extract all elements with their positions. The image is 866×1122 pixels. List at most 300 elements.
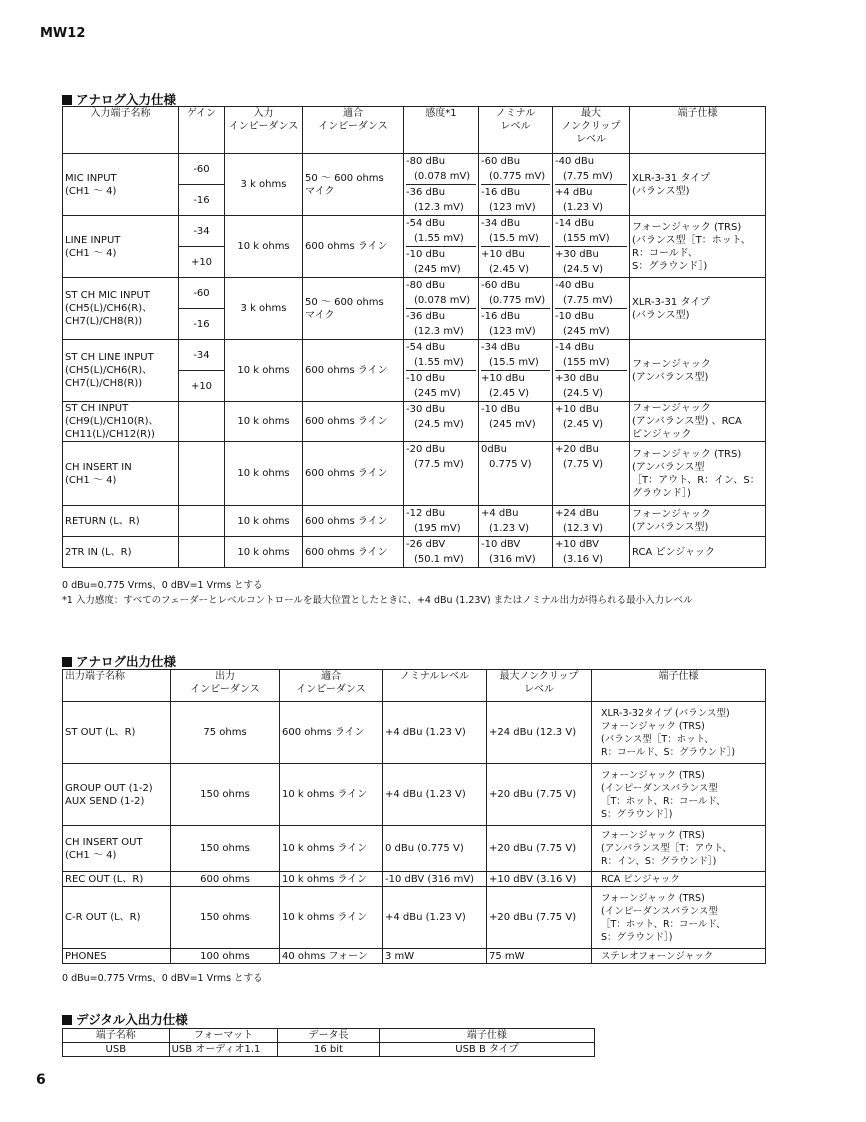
cell-line: -36 dBu xyxy=(406,311,446,322)
gain-value xyxy=(179,340,225,371)
cell-line: +4 dBu xyxy=(555,187,593,198)
cell-line: +30 dBu xyxy=(555,373,599,384)
max-nonclip-level xyxy=(487,764,592,826)
terminal-name xyxy=(63,442,179,506)
output-impedance xyxy=(171,887,280,949)
header-line: ノミナルレベル xyxy=(399,671,470,682)
section-title: デジタル入出力仕様 xyxy=(76,1012,188,1027)
cell-line: ステレオフォーンジャック xyxy=(601,950,714,962)
cell-line: 10 k ohms xyxy=(237,515,290,527)
input-impedance xyxy=(225,402,303,442)
cell-line: (155 mV) xyxy=(555,355,627,371)
column-header xyxy=(303,107,404,154)
cell-line: グラウンド］) xyxy=(632,487,691,499)
table-row xyxy=(63,340,766,371)
cell-line: 150 ohms xyxy=(200,912,250,923)
header-line: 端子仕様 xyxy=(658,671,699,682)
cell-line: 600 ohms ライン xyxy=(305,515,388,527)
cell-line: 600 ohms ライン xyxy=(305,468,388,479)
cell-line: R：イン、S：グラウンド］) xyxy=(601,856,717,867)
cell-line: フォーンジャック (TRS) xyxy=(601,769,705,781)
gain-value xyxy=(179,537,225,568)
header-line: 感度*1 xyxy=(425,108,457,119)
note-line: *1 入力感度：すべてのフェーダーとレベルコントロールを最大位置としたときに、+4 dBu (1.23V) またはノミナル出力が得られる最小入力レベル xyxy=(62,595,693,606)
connector-spec xyxy=(630,278,766,340)
cell-line: フォーンジャック (TRS) xyxy=(601,720,705,732)
nominal-level xyxy=(479,154,553,216)
cell-line: RCA ピンジャック xyxy=(632,546,716,558)
table-row xyxy=(63,702,766,764)
nominal-level xyxy=(479,442,553,506)
cell-line: (245 mV) xyxy=(414,264,461,275)
table-row xyxy=(63,949,766,964)
cell-line: (CH1 ～ 4) xyxy=(65,185,117,197)
table-row xyxy=(63,872,766,887)
cell-line: +10 dBV (3.16 V) xyxy=(489,873,577,885)
cell-line: (アンバランス型 xyxy=(632,461,705,473)
cell-line: (7.75 mV) xyxy=(555,293,627,309)
nominal-level xyxy=(383,872,487,887)
cell-line: (245 mV) xyxy=(414,388,461,399)
model-name: MW12 xyxy=(40,26,86,41)
cell-line: -10 dBu xyxy=(555,311,595,322)
cell: USB オーディオ1.1 xyxy=(169,1043,278,1057)
cell-line: -10 dBu xyxy=(481,404,521,415)
column-header xyxy=(487,670,592,702)
cell-line: 600 ohms ライン xyxy=(305,546,388,558)
header-line: 最大ノンクリップ xyxy=(499,671,579,682)
cell-line: 3 k ohms xyxy=(240,179,287,190)
cell-line: (24.5 V) xyxy=(563,388,604,399)
cell-line: (CH1 ～ 4) xyxy=(65,247,117,259)
nominal-level xyxy=(479,506,553,537)
cell-line: 600 ohms ライン xyxy=(282,727,365,738)
table-row xyxy=(63,402,766,442)
sensitivity xyxy=(404,340,479,402)
header-line: 端子仕様 xyxy=(677,108,718,119)
terminal-name xyxy=(63,887,171,949)
terminal-name xyxy=(63,154,179,216)
nominal-level xyxy=(383,764,487,826)
cell-line: 2TR IN (L、R) xyxy=(65,546,132,558)
cell-line: (CH5(L)/CH6(R)、 xyxy=(65,303,153,314)
header-line: 適合 xyxy=(343,108,363,119)
output-impedance xyxy=(171,764,280,826)
table-row xyxy=(63,278,766,309)
cell-line: -14 dBu xyxy=(555,218,595,229)
column-header: データ長 xyxy=(278,1029,380,1043)
cell-line: (CH1 ～ 4) xyxy=(65,474,117,486)
cell-line: (バランス型［T：ホット、 xyxy=(601,733,714,745)
cell-line: (1.23 V) xyxy=(563,202,604,213)
output-note: 0 dBu=0.775 Vrms、0 dBV=1 Vrms とする xyxy=(62,973,263,984)
table-row xyxy=(63,506,766,537)
cell-line: -60 dBu xyxy=(481,280,521,291)
cell-line: 50 ～ 600 ohms xyxy=(305,296,384,308)
terminal-name xyxy=(63,402,179,442)
square-bullet-icon xyxy=(62,657,72,667)
cell-line: 150 ohms xyxy=(200,789,250,800)
matched-impedance xyxy=(303,278,404,340)
connector-spec xyxy=(630,154,766,216)
cell-line: -40 dBu xyxy=(555,156,595,167)
terminal-name xyxy=(63,702,171,764)
cell-line: (0.775 mV) xyxy=(481,293,550,309)
cell-line: 3 k ohms xyxy=(240,303,287,314)
cell-line: S：グラウンド］) xyxy=(632,260,708,272)
matched-impedance xyxy=(303,506,404,537)
column-header xyxy=(179,107,225,154)
sensitivity xyxy=(404,216,479,278)
cell-line: +4 dBu (1.23 V) xyxy=(385,912,466,923)
cell-line: (1.55 mV) xyxy=(406,231,476,247)
max-nonclip-level xyxy=(553,216,630,278)
cell-line: +4 dBu (1.23 V) xyxy=(385,789,466,800)
connector-spec xyxy=(592,826,766,872)
max-nonclip-level xyxy=(553,340,630,402)
sensitivity xyxy=(404,506,479,537)
digital-io-heading xyxy=(62,1010,188,1028)
matched-impedance xyxy=(303,442,404,506)
nominal-level xyxy=(479,537,553,568)
max-nonclip-level xyxy=(487,826,592,872)
cell-line: -34 xyxy=(193,349,210,361)
cell-line: ［T：アウト、R：イン、S： xyxy=(632,474,760,486)
cell-line: +20 dBu (7.75 V) xyxy=(489,912,577,923)
cell-line: フォーンジャック (TRS) xyxy=(601,892,705,904)
connector-spec xyxy=(592,887,766,949)
cell-line: 3 mW xyxy=(385,950,415,962)
cell-line: S：グラウンド］) xyxy=(601,808,673,820)
gain-value: -16 xyxy=(179,309,225,340)
cell-line: (2.45 V) xyxy=(489,388,530,399)
cell-line: -54 dBu xyxy=(406,342,446,353)
cell: USB xyxy=(63,1043,170,1057)
cell-line: +20 dBu (7.75 V) xyxy=(489,843,577,854)
gain-value xyxy=(179,402,225,442)
connector-spec xyxy=(630,506,766,537)
sensitivity xyxy=(404,154,479,216)
column-header xyxy=(630,107,766,154)
cell-line: REC OUT (L、R) xyxy=(65,873,144,885)
max-nonclip-level xyxy=(553,278,630,340)
analog-input-table xyxy=(62,106,766,568)
nominal-level xyxy=(383,702,487,764)
cell-line: (アンバランス型) 、RCA xyxy=(632,416,742,427)
header-row xyxy=(63,670,766,702)
sensitivity xyxy=(404,278,479,340)
connector-spec xyxy=(630,402,766,442)
max-nonclip-level xyxy=(553,154,630,216)
column-header: 端子名称 xyxy=(63,1029,170,1043)
square-bullet-icon xyxy=(62,95,72,105)
max-nonclip-level xyxy=(553,402,630,442)
cell-line: 10 k ohms ライン xyxy=(282,789,368,800)
cell-line: (アンバランス型［T：アウト、 xyxy=(601,843,732,854)
max-nonclip-level xyxy=(487,872,592,887)
header-line: レベル xyxy=(576,134,606,145)
cell-line: +10 dBu xyxy=(481,249,525,260)
cell-line: 600 ohms ライン xyxy=(305,416,388,427)
output-impedance xyxy=(171,949,280,964)
cell-line: -14 dBu xyxy=(555,342,595,353)
cell-line: CH11(L)/CH12(R)) xyxy=(65,429,155,440)
cell-line: -16 dBu xyxy=(481,187,521,198)
cell-line: 75 ohms xyxy=(203,727,247,738)
cell-line: ST OUT (L、R) xyxy=(65,727,136,738)
input-notes xyxy=(62,578,693,608)
cell-line: S：グラウンド］) xyxy=(601,931,673,943)
cell-line: (123 mV) xyxy=(489,326,536,337)
max-nonclip-level xyxy=(487,702,592,764)
cell-line: (バランス型) xyxy=(632,309,690,321)
connector-spec xyxy=(592,872,766,887)
cell-line: +10 dBu xyxy=(555,404,599,415)
cell-line: -34 dBu xyxy=(481,342,521,353)
cell-line: -80 dBu xyxy=(406,280,446,291)
cell-line: 10 k ohms ライン xyxy=(282,843,368,854)
sensitivity xyxy=(404,537,479,568)
cell-line: C-R OUT (L、R) xyxy=(65,912,141,923)
cell-line: (7.75 V) xyxy=(563,459,604,470)
cell-line: XLR-3-32タイプ (バランス型) xyxy=(601,707,730,719)
cell-line: (245 mV) xyxy=(489,419,536,430)
cell-line: -34 dBu xyxy=(481,218,521,229)
cell-line: 10 k ohms ライン xyxy=(282,912,368,923)
cell-line: -10 dBV (316 mV) xyxy=(385,873,475,885)
cell-line: -16 dBu xyxy=(481,311,521,322)
cell-line: ST CH LINE INPUT xyxy=(65,352,154,363)
cell-line: R：コールド、 xyxy=(632,247,698,259)
cell-line: 10 k ohms xyxy=(237,546,290,558)
cell-line: PHONES xyxy=(65,950,107,962)
cell-line: 10 k ohms xyxy=(237,365,290,376)
cell-line: -26 dBV xyxy=(406,539,446,550)
cell-line: (7.75 mV) xyxy=(555,169,627,185)
cell-line: -10 dBu xyxy=(406,373,446,384)
cell-line: -10 dBu xyxy=(406,249,446,260)
cell-line: ［T：ホット、R：コールド、 xyxy=(601,918,726,930)
cell-line: マイク xyxy=(305,309,335,321)
note-line: 0 dBu=0.775 Vrms、0 dBV=1 Vrms とする xyxy=(62,580,263,591)
connector-spec xyxy=(630,216,766,278)
cell-line: LINE INPUT xyxy=(65,234,121,246)
cell-line: (155 mV) xyxy=(555,231,627,247)
matched-impedance xyxy=(280,887,383,949)
header-line: 出力 xyxy=(215,671,235,682)
cell-line: MIC INPUT xyxy=(65,172,117,184)
gain-value: -16 xyxy=(179,185,225,216)
section-title: アナログ出力仕様 xyxy=(76,654,177,669)
cell: USB B タイプ xyxy=(379,1043,594,1057)
cell-line: -40 dBu xyxy=(555,280,595,291)
cell-line: (0.078 mV) xyxy=(406,169,476,185)
cell-line: -60 xyxy=(193,287,210,299)
header-row xyxy=(63,1029,595,1043)
column-header xyxy=(553,107,630,154)
max-nonclip-level xyxy=(553,442,630,506)
header-line: 適合 xyxy=(321,671,341,682)
input-impedance xyxy=(225,340,303,402)
cell-line: フォーンジャック (TRS) xyxy=(632,221,742,233)
cell-line: -12 dBu xyxy=(406,508,446,519)
terminal-name xyxy=(63,764,171,826)
matched-impedance xyxy=(280,949,383,964)
input-impedance xyxy=(225,506,303,537)
header-line: レベル xyxy=(524,684,554,695)
cell-line: 10 k ohms xyxy=(237,241,290,252)
header-line: 入力 xyxy=(253,108,274,119)
cell-line: (CH9(L)/CH10(R)、 xyxy=(65,416,159,427)
page-number: 6 xyxy=(36,1072,46,1088)
max-nonclip-level xyxy=(487,887,592,949)
cell-line: (15.5 mV) xyxy=(481,355,550,371)
matched-impedance xyxy=(303,216,404,278)
cell-line: フォーンジャック xyxy=(632,509,711,520)
cell-line: -10 dBV xyxy=(481,539,521,550)
cell-line: フォーンジャック (TRS) xyxy=(601,830,705,841)
output-impedance xyxy=(171,872,280,887)
digital-io-table xyxy=(62,1028,595,1057)
cell-line: +24 dBu (12.3 V) xyxy=(489,727,577,738)
table-row xyxy=(63,154,766,185)
input-impedance xyxy=(225,216,303,278)
header-line: インピーダンス xyxy=(318,121,388,132)
cell-line: (195 mV) xyxy=(414,523,461,534)
cell-line: CH INSERT OUT xyxy=(65,836,143,848)
sensitivity xyxy=(404,442,479,506)
gain-value xyxy=(179,216,225,247)
cell-line: XLR-3-31 タイプ xyxy=(632,296,710,308)
nominal-level xyxy=(383,949,487,964)
cell-line: -54 dBu xyxy=(406,218,446,229)
section-title: アナログ入力仕様 xyxy=(76,92,177,107)
cell-line: 600 ohms ライン xyxy=(305,365,388,376)
cell-line: +10 dBV xyxy=(555,539,600,550)
cell-line: (12.3 mV) xyxy=(414,202,464,213)
table-row xyxy=(63,887,766,949)
analog-output-table xyxy=(62,669,766,964)
cell-line: (12.3 V) xyxy=(563,523,604,534)
column-header xyxy=(383,670,487,702)
header-line: 出力端子名称 xyxy=(65,671,125,682)
cell-line: 600 ohms xyxy=(200,873,250,885)
cell-line: (245 mV) xyxy=(563,326,610,337)
cell-line: CH INSERT IN xyxy=(65,461,132,473)
cell-line: +20 dBu (7.75 V) xyxy=(489,789,577,800)
terminal-name xyxy=(63,340,179,402)
max-nonclip-level xyxy=(553,537,630,568)
gain-value xyxy=(179,506,225,537)
cell-line: +10 dBu xyxy=(481,373,525,384)
cell: 16 bit xyxy=(278,1043,380,1057)
terminal-name xyxy=(63,826,171,872)
cell-line: -20 dBu xyxy=(406,444,446,455)
header-line: インピーダンス xyxy=(190,684,260,695)
cell-line: R：コールド、S：グラウンド］) xyxy=(601,746,736,758)
column-header xyxy=(404,107,479,154)
nominal-level xyxy=(383,826,487,872)
column-header xyxy=(63,670,171,702)
cell-line: (123 mV) xyxy=(489,202,536,213)
header-line: インピーダンス xyxy=(228,121,299,132)
cell-line: 0dBu xyxy=(481,444,507,455)
cell-line: 10 k ohms xyxy=(237,468,290,479)
cell-line: 75 mW xyxy=(489,950,525,962)
cell-line: -34 xyxy=(193,225,210,237)
table-row xyxy=(63,216,766,247)
cell-line: CH7(L)/CH8(R)) xyxy=(65,316,143,327)
column-header xyxy=(225,107,303,154)
cell-line: (0.078 mV) xyxy=(406,293,476,309)
cell-line: (50.1 mV) xyxy=(414,554,464,565)
cell-line: (2.45 V) xyxy=(489,264,530,275)
nominal-level xyxy=(479,340,553,402)
column-header xyxy=(592,670,766,702)
cell-line: +4 dBu (1.23 V) xyxy=(385,727,466,738)
cell-line: RETURN (L、R) xyxy=(65,515,140,527)
cell-line: (1.55 mV) xyxy=(406,355,476,371)
header-line: ゲイン xyxy=(186,108,217,119)
cell-line: (12.3 mV) xyxy=(414,326,464,337)
connector-spec xyxy=(630,537,766,568)
cell-line: (アンバランス型) xyxy=(632,371,709,383)
column-header: 端子仕様 xyxy=(379,1029,594,1043)
header-line: ノミナル xyxy=(495,108,536,119)
cell-line: 10 k ohms xyxy=(237,416,290,427)
cell-line: -80 dBu xyxy=(406,156,446,167)
max-nonclip-level xyxy=(553,506,630,537)
matched-impedance xyxy=(280,826,383,872)
header-line: インピーダンス xyxy=(296,684,366,695)
max-nonclip-level xyxy=(487,949,592,964)
cell-line: ST CH INPUT xyxy=(65,403,129,414)
cell-line: (CH5(L)/CH6(R)、 xyxy=(65,365,153,376)
cell-line: (バランス型［T：ホット、 xyxy=(632,234,751,246)
connector-spec xyxy=(630,340,766,402)
gain-value xyxy=(179,154,225,185)
matched-impedance xyxy=(303,340,404,402)
output-impedance xyxy=(171,702,280,764)
column-header xyxy=(479,107,553,154)
analog-output-heading xyxy=(62,652,176,670)
column-header xyxy=(171,670,280,702)
column-header: フォーマット xyxy=(169,1029,278,1043)
terminal-name xyxy=(63,949,171,964)
cell-line: +20 dBu xyxy=(555,444,599,455)
cell-line: +24 dBu xyxy=(555,508,599,519)
sensitivity xyxy=(404,402,479,442)
cell-line: (77.5 mV) xyxy=(414,459,464,470)
cell-line: (インピーダンスバランス型 xyxy=(601,905,718,917)
cell-line: フォーンジャック xyxy=(632,403,711,414)
input-impedance xyxy=(225,278,303,340)
cell-line: 150 ohms xyxy=(200,843,250,854)
table-row xyxy=(63,1043,595,1057)
header-line: レベル xyxy=(500,121,531,132)
cell-line: (1.23 V) xyxy=(489,523,530,534)
gain-value: +10 xyxy=(179,371,225,402)
cell-line: (バランス型) xyxy=(632,185,690,197)
header-line: 入力端子名称 xyxy=(90,108,151,119)
cell-line: 600 ohms ライン xyxy=(305,241,388,252)
nominal-level xyxy=(479,216,553,278)
gain-value: +10 xyxy=(179,247,225,278)
table-row xyxy=(63,537,766,568)
terminal-name xyxy=(63,278,179,340)
cell-line: GROUP OUT (1-2) xyxy=(65,782,153,794)
cell-line: (316 mV) xyxy=(489,554,536,565)
